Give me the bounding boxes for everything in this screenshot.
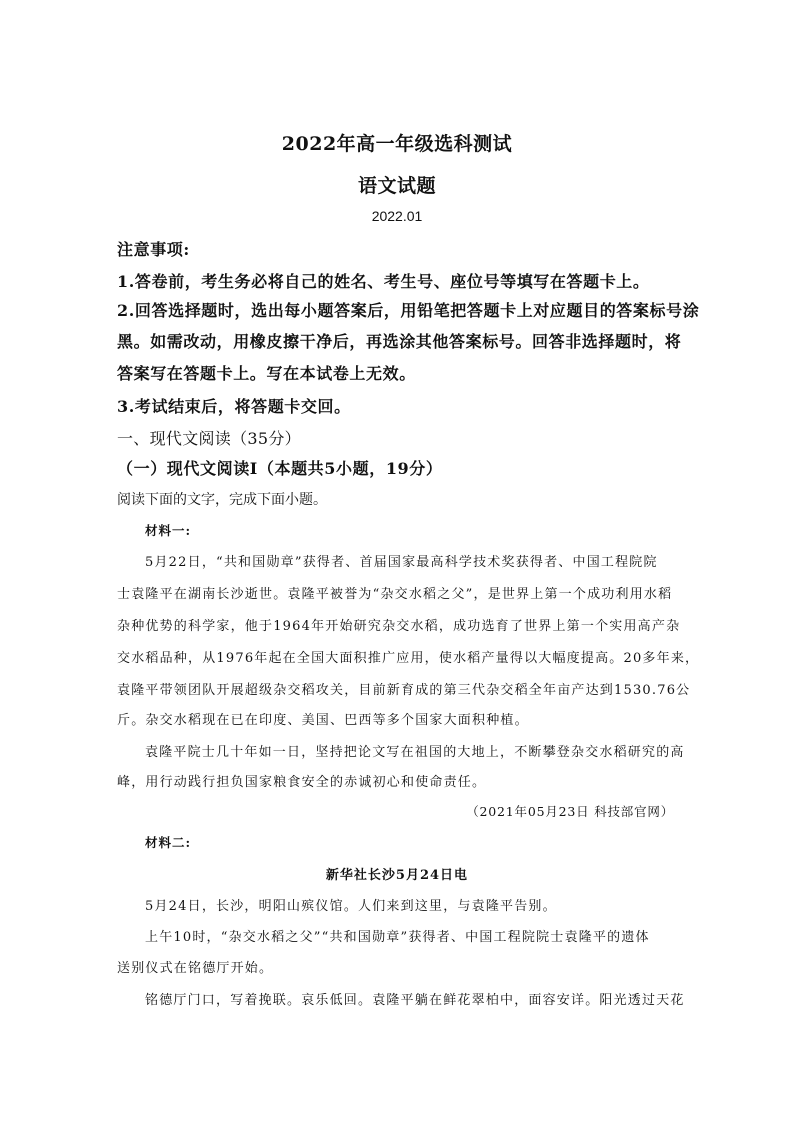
material-2-paragraph-2-line-2: 送别仪式在铭德厅开始。: [117, 961, 274, 976]
notice-heading: 注意事项:: [117, 240, 190, 259]
exam-date: 2022.01: [371, 208, 423, 224]
section-1-subheading: （一）现代文阅读Ⅰ（本题共5小题，19分）: [117, 459, 443, 478]
notice-item-2-line-3: 答案写在答题卡上。写在本试卷上无效。: [117, 364, 416, 383]
material-1-paragraph-1-line-3: 杂种优势的科学家，他于1964年开始研究杂交水稻，成功选育了世界上第一个实用高产杂: [117, 619, 681, 634]
section-1-heading: 一、现代文阅读（35分）: [117, 429, 301, 448]
material-1-paragraph-2-line-2: 峰，用行动践行担负国家粮食安全的赤诚初心和使命责任。: [117, 775, 487, 790]
material-1-paragraph-1-line-1: 5月22日，“共和国勋章”获得者、首届国家最高科学技术奖获得者、中国工程院院: [145, 555, 658, 570]
reading-instruction: 阅读下面的文字，完成下面小题。: [117, 491, 327, 507]
exam-title: 2022年高一年级选科测试: [281, 133, 513, 155]
material-1-paragraph-2-line-1: 袁隆平院士几十年如一日，坚持把论文写在祖国的大地上，不断攀登杂交水稻研究的高: [145, 745, 685, 760]
material-2-paragraph-1: 5月24日，长沙，明阳山殡仪馆。人们来到这里，与袁隆平告别。: [145, 899, 557, 914]
material-2-paragraph-3-line-1: 铭德厅门口，写着挽联。哀乐低回。袁隆平躺在鲜花翠柏中，面容安详。阳光透过天花: [145, 993, 685, 1008]
material-1-paragraph-1-line-5: 袁隆平带领团队开展超级杂交稻攻关，目前新育成的第三代杂交稻全年亩产达到1530.76公: [117, 683, 691, 698]
material-1-source: （2021年05月23日 科技部官网）: [466, 804, 674, 819]
material-2-paragraph-2-line-1: 上午10时，“杂交水稻之父”“共和国勋章”获得者、中国工程院院士袁隆平的遗体: [145, 930, 650, 945]
material-1-paragraph-1-line-4: 交水稻品种，从1976年起在全国大面积推广应用，使水稻产量得以大幅度提高。20多年来，: [117, 651, 700, 666]
notice-item-1: 1.答卷前，考生务必将自己的姓名、考生号、座位号等填写在答题卡上。: [117, 272, 650, 291]
material-1-label: 材料一:: [145, 523, 192, 538]
notice-item-2-line-2: 黑。如需改动，用橡皮擦干净后，再选涂其他答案标号。回答非选择题时，将: [117, 332, 682, 351]
material-2-dateline: 新华社长沙5月24日电: [325, 868, 469, 883]
notice-item-3: 3.考试结束后，将答题卡交回。: [117, 397, 351, 416]
material-1-paragraph-1-line-2: 士袁隆平在湖南长沙逝世。袁隆平被誉为“杂交水稻之父”，是世界上第一个成功利用水稻: [117, 587, 673, 602]
exam-subtitle: 语文试题: [357, 175, 436, 197]
material-2-label: 材料二:: [145, 835, 192, 850]
notice-item-2-line-1: 2.回答选择题时，选出每小题答案后，用铅笔把答题卡上对应题目的答案标号涂: [117, 301, 700, 320]
material-1-paragraph-1-line-6: 斤。杂交水稻现在已在印度、美国、巴西等多个国家大面积种植。: [117, 713, 529, 728]
